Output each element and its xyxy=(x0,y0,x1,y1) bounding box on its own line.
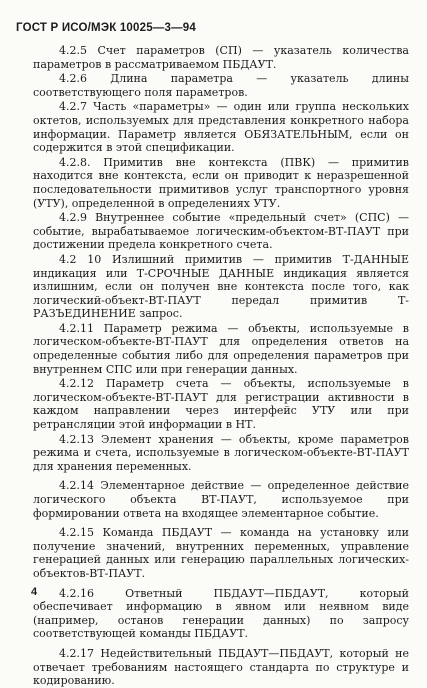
document-body xyxy=(33,44,409,688)
paragraph-4-2-16: 4.2.16 Ответный ПБДАУТ—ПБДАУТ, который обеспечивает информацию в явном или неявном виде (например, останов генерации данных) по запросу соответствующей команды ПБДАУТ. xyxy=(33,586,409,641)
document-header: ГОСТ Р ИСО/МЭК 10025—3—94 xyxy=(16,22,196,34)
paragraph-4-2-13: 4.2.13 Элемент хранения — объекты, кроме параметров режима и счета, используемые в логическом-объекте-ВТ-ПАУТ для хранения переменных. xyxy=(33,432,409,473)
paragraph-4-2-9: 4.2.9 Внутреннее событие «предельный счет» (СПС) — событие, вырабатываемое логическим-объектом-ВТ-ПАУТ при достижении предела конкретного счета. xyxy=(33,211,409,252)
paragraph-4-2-17: 4.2.17 Недействительный ПБДАУТ—ПБДАУТ, который не отвечает требованиям настоящего стандарта по структуре и кодированию. xyxy=(33,646,409,688)
paragraph-4-2-14: 4.2.14 Элементарное действие — определенное действие логического объекта ВТ-ПАУТ, используемое при формировании ответа на входящее элементарное событие. xyxy=(33,479,409,520)
paragraph-4-2-15: 4.2.15 Команда ПБДАУТ — команда на установку или получение значений, внутренних переменных, управление генерацией данных или генерацию параллельных логических-объектов-ВТ-ПАУТ. xyxy=(33,526,409,580)
paragraph-4-2-5: 4.2.5 Счет параметров (СП) — указатель количества параметров в рассматриваемом ПБДАУТ. xyxy=(33,44,409,71)
paragraph-4-2-8: 4.2.8. Примитив вне контекста (ПВК) — примитив находится вне контекста, если он приводит к неразрешенной последовательности примитивов услуг транспортного уровня (УТУ), определенной в определениях УТУ. xyxy=(33,155,409,210)
paragraph-4-2-11: 4.2.11 Параметр режима — объекты, используемые в логическом-объекте-ВТ-ПАУТ для определения ответов на определенные события либо для определения параметров при внутреннем СПС или при генерации данных. xyxy=(33,321,409,376)
page-number: 4 xyxy=(31,586,38,598)
paragraph-4-2-6: 4.2.6 Длина параметра — указатель длины соответствующего поля параметров. xyxy=(33,72,409,99)
paragraph-4-2-12: 4.2.12 Параметр счета — объекты, используемые в логическом-объекте-ВТ-ПАУТ для регистрации активности в каждом направлении через интерфейс УТУ или при ретрансляции этой информации в НТ. xyxy=(33,377,409,432)
paragraph-4-2-10: 4.2 10 Излишний примитив — примитив Т-ДАННЫЕ индикация или Т-СРОЧНЫЕ ДАННЫЕ индикация является излишним, если он получен вне контекста после того, как логический-объект-ВТ-ПАУТ передал примитив Т-РАЗЪЕДИНЕНИЕ запрос. xyxy=(33,252,409,321)
paragraph-4-2-7: 4.2.7 Часть «параметры» — один или группа нескольких октетов, используемых для представления конкретного набора информации. Параметр является ОБЯЗАТЕЛЬНЫМ, если он содержится в этой спецификации. xyxy=(33,100,409,155)
